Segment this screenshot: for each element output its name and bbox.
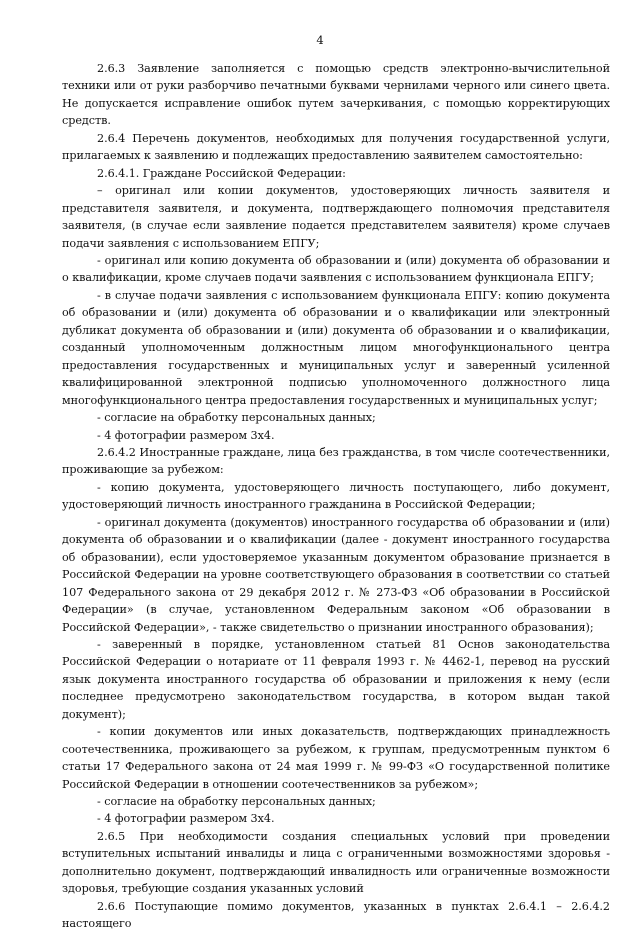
list-item-education-document: - оригинал или копию документа об образовании и (или) документа об образовании и о квалификации, кроме случаев подачи заявления с использованием функционала ЕПГУ; [62,253,610,285]
list-item-identity-documents: – оригинал или копии документов, удостоверяющих личность заявителя и представителя заявителя, и документа, подтверждающего полномочия представителя заявителя, (в случае если заявление подается представителем заявителя) кроме случаев подачи заявления с использованием ЕПГУ; [62,184,610,250]
list-item-personal-data-consent-2: - согласие на обработку персональных данных; [97,795,376,809]
list-item-foreign-education-original: - оригинал документа (документов) иностранного государства об образовании и (или) документа об образовании и о квалификации (далее - документ иностранного государства об образовании), если удостоверяемое указанным документом образование признается в Российской Федерации на уровне соответствующего образования в соответствии со статьей 107 Федерального закона от 29 декабря 2012 г. № 273-ФЗ «Об образовании в Российской Федерации» (в случае, установленном Федеральным законом «Об образовании в Российской Федерации», - также свидетельство о признании иностранного образования); [62,515,610,634]
document-body [62,60,610,933]
paragraph-2-6-3: 2.6.3 Заявление заполняется с помощью средств электронно-вычислительной техники или от руки разборчиво печатными буквами чернилами черного или синего цвета. Не допускается исправление ошибок путем зачеркивания, с помощью корректирующих средств. [62,62,610,128]
paragraph-2-6-4-2: 2.6.4.2 Иностранные граждане, лица без гражданства, в том числе соотечественники, проживающие за рубежом: [62,445,610,477]
list-item-photos: - 4 фотографии размером 3х4. [97,428,275,442]
list-item-foreign-identity: - копию документа, удостоверяющего личность поступающего, либо документ, удостоверяющий личность иностранного гражданина в Российской Федерации; [62,480,610,512]
paragraph-2-6-4-1-heading: 2.6.4.1. Граждане Российской Федерации: [97,166,346,180]
list-item-epgu-education-copy: - в случае подачи заявления с использованием функционала ЕПГУ: копию документа об образовании и (или) документа об образовании и о квалификации или электронный дубликат документа об образовании и (или) документа об образовании и о квалификации, созданный уполномоченным должностным лицом многофункционального центра предоставления государственных и муниципальных услуг и заверенный усиленной квалифицированной электронной подписью уполномоченного должностного лица многофункционального центра предоставления государственных и муниципальных услуг; [62,288,610,407]
list-item-photos-2: - 4 фотографии размером 3х4. [97,812,275,826]
paragraph-2-6-5: 2.6.5 При необходимости создания специальных условий при проведении вступительных испытаний инвалиды и лица с ограниченными возможностями здоровья - дополнительно документ, подтверждающий инвалидность или ограниченные возможности здоровья, требующие создания указанных условий [62,829,610,896]
paragraph-2-6-6: 2.6.6 Поступающие помимо документов, указанных в пунктах 2.6.4.1 – 2.6.4.2 настоящего [62,899,610,931]
paragraph-2-6-4: 2.6.4 Перечень документов, необходимых для получения государственной услуги, прилагаемых к заявлению и подлежащих предоставлению заявителем самостоятельно: [62,131,610,163]
list-item-personal-data-consent: - согласие на обработку персональных данных; [97,411,376,425]
list-item-certified-translation: - заверенный в порядке, установленном статьей 81 Основ законодательства Российской Федерации о нотариате от 11 февраля 1993 г. № 4462-1, перевод на русский язык документа иностранного государства об образовании и приложения к нему (если последнее предусмотрено законодательством государства, в котором выдан такой документ); [62,637,610,721]
page-number: 4 [316,33,324,47]
list-item-compatriot-proof: - копии документов или иных доказательств, подтверждающих принадлежность соотечественника, проживающего за рубежом, к группам, предусмотренным пунктом 6 статьи 17 Федерального закона от 24 мая 1999 г. № 99-ФЗ «О государственной политике Российской Федерации в отношении соотечественников за рубежом»; [62,725,610,791]
